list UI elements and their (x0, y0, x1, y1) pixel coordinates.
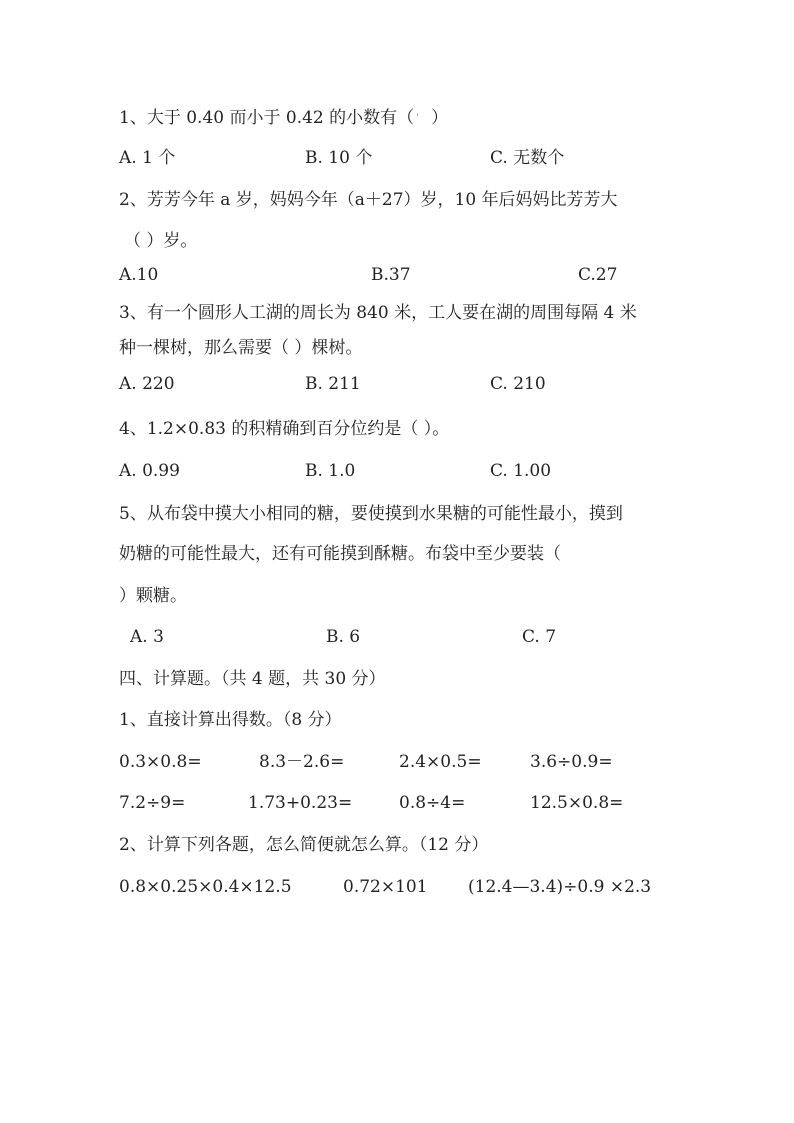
q3-option-c: C. 210 (490, 374, 546, 394)
calc2-title: 2、计算下列各题，怎么简便就怎么算。（12 分） (119, 835, 489, 855)
calc1-item: 0.3×0.8= (119, 752, 202, 772)
q5-stem-line2: 奶糖的可能性最大，还有可能摸到酥糖。布袋中至少要装（ (119, 544, 561, 564)
q5-option-c: C. 7 (522, 627, 557, 647)
calc1-item: 3.6÷0.9= (530, 752, 613, 772)
calc1-item: 7.2÷9= (119, 793, 186, 813)
q2-stem-line2: （ ）岁。 (124, 231, 198, 251)
q1-stray-mark: ' (416, 111, 420, 124)
calc1-item: 0.8÷4= (399, 793, 466, 813)
q1-option-a: A. 1 个 (119, 148, 176, 168)
calc1-item: 2.4×0.5= (399, 752, 482, 772)
q4-option-c: C. 1.00 (490, 461, 552, 481)
q1-stem (119, 107, 448, 129)
q1-stem-text: 1、大于 0.40 而小于 0.42 的小数有（ (119, 108, 415, 128)
q2-option-c: C.27 (578, 265, 618, 285)
q4-stem: 4、1.2×0.83 的积精确到百分位约是（ ）。 (119, 419, 450, 439)
q5-stem-line3: ）颗糖。 (119, 586, 187, 606)
q1-option-b: B. 10 个 (305, 148, 373, 168)
q2-stem-line1: 2、芳芳今年 a 岁，妈妈今年（a＋27）岁，10 年后妈妈比芳芳大 (119, 190, 618, 210)
q3-option-a: A. 220 (119, 374, 175, 394)
section-4-title: 四、计算题。（共 4 题，共 30 分） (119, 669, 386, 689)
calc2-item: 0.8×0.25×0.4×12.5 (119, 877, 292, 897)
q1-option-c: C. 无数个 (490, 148, 565, 168)
q3-stem-line1: 3、有一个圆形人工湖的周长为 840 米，工人要在湖的周围每隔 4 米 (119, 303, 637, 323)
q4-option-b: B. 1.0 (305, 461, 356, 481)
q3-stem-line2: 种一棵树，那么需要（ ）棵树。 (119, 338, 363, 358)
q2-option-b: B.37 (371, 265, 411, 285)
q3-option-b: B. 211 (305, 374, 361, 394)
q5-stem-line1: 5、从布袋中摸大小相同的糖，要使摸到水果糖的可能性最小，摸到 (119, 504, 623, 524)
calc2-item: 0.72×101 (343, 877, 428, 897)
calc1-item: 8.3－2.6= (259, 752, 345, 772)
calc1-item: 1.73+0.23= (248, 793, 353, 813)
calc2-item: (12.4—3.4)÷0.9 ×2.3 (468, 877, 652, 897)
calc1-title: 1、直接计算出得数。（8 分） (119, 710, 342, 730)
q2-option-a: A.10 (119, 265, 159, 285)
q5-option-a: A. 3 (130, 627, 164, 647)
q4-option-a: A. 0.99 (119, 461, 180, 481)
q1-stem-close: ） (431, 108, 449, 128)
calc1-item: 12.5×0.8= (530, 793, 624, 813)
q5-option-b: B. 6 (326, 627, 361, 647)
